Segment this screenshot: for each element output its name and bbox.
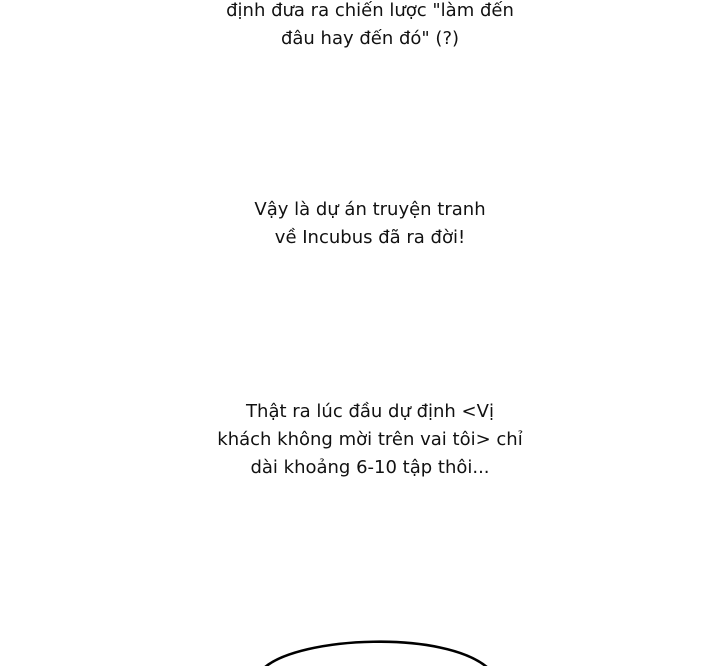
caption-line: Vậy là dự án truyện tranh bbox=[254, 199, 486, 220]
caption-line: dài khoảng 6-10 tập thôi... bbox=[250, 457, 490, 478]
caption-line: Thật ra lúc đầu dự định <Vị bbox=[246, 401, 494, 422]
drawing-arc-stroke bbox=[264, 642, 488, 666]
caption-line: định đưa ra chiến lược "làm đến bbox=[226, 0, 514, 21]
caption-line: khách không mời trên vai tôi> chỉ bbox=[217, 429, 523, 450]
caption-line: về Incubus đã ra đời! bbox=[274, 227, 466, 248]
caption-line: đâu hay đến đó" (?) bbox=[280, 28, 460, 49]
